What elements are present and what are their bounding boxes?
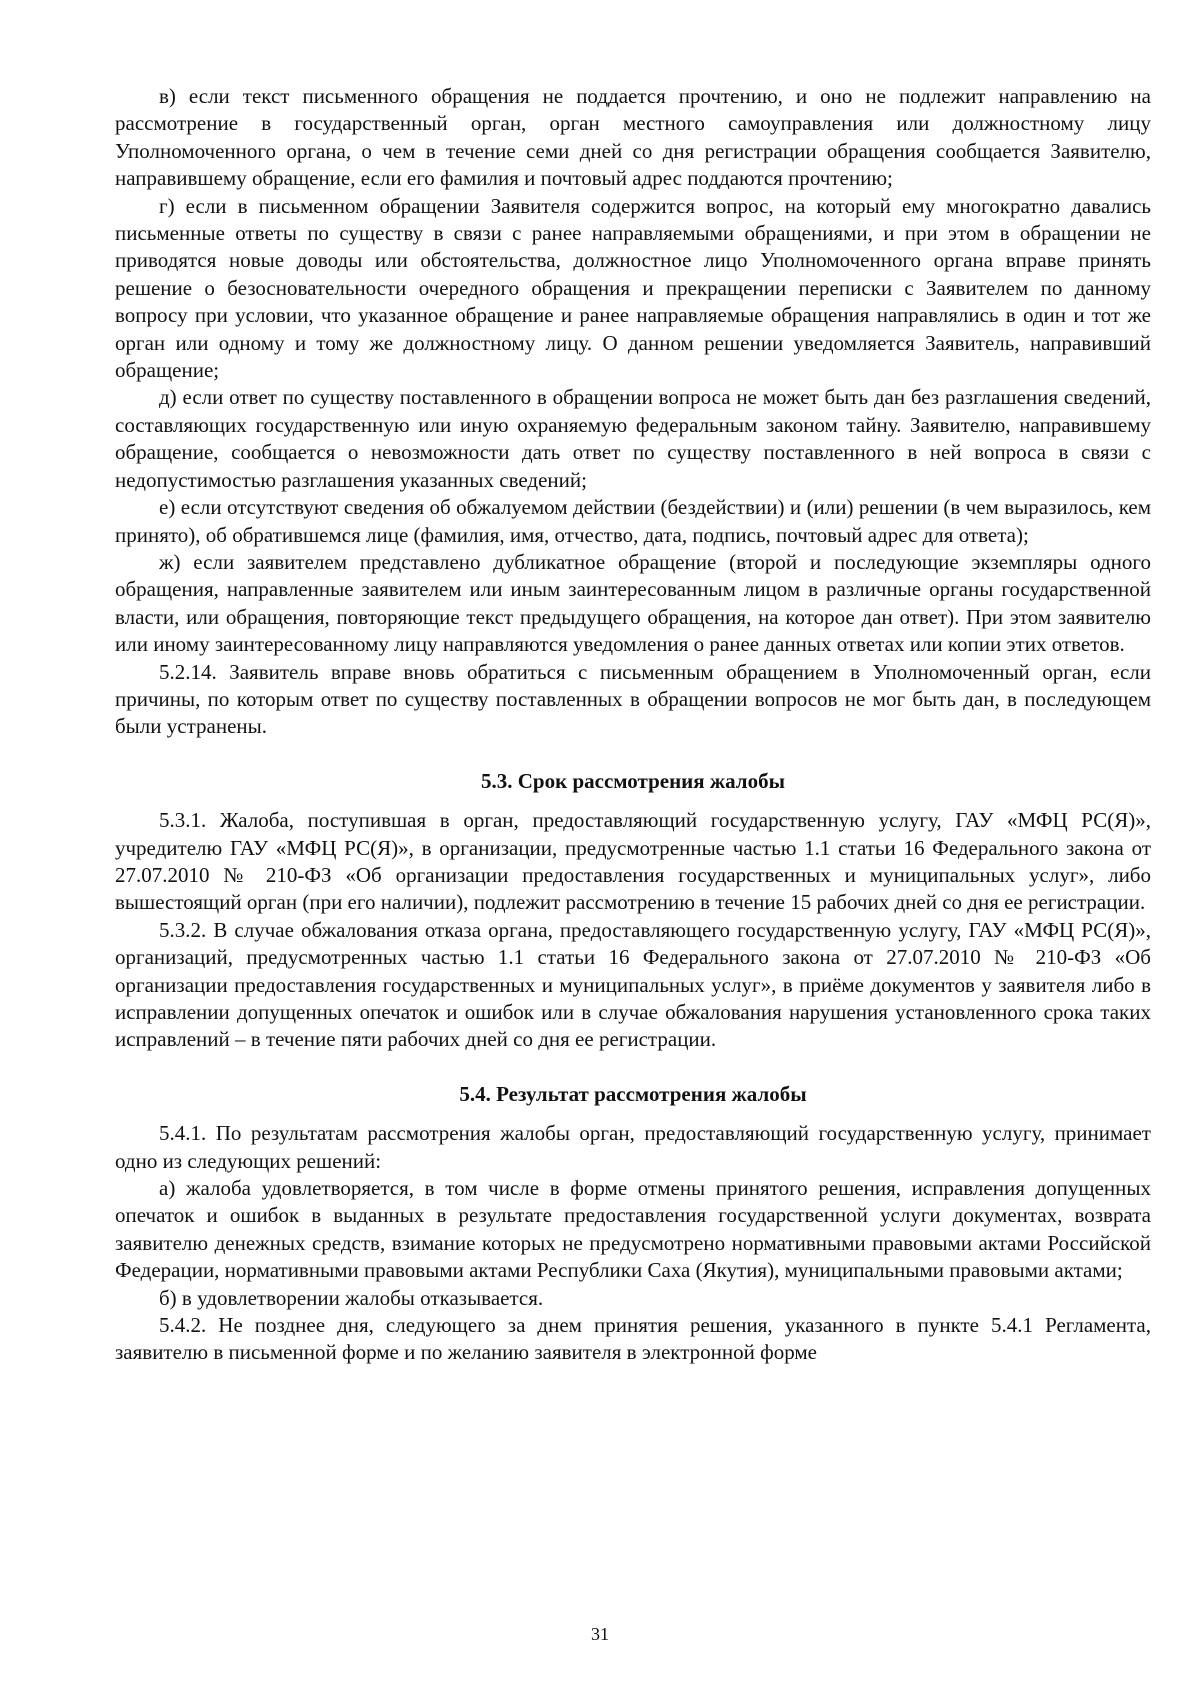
paragraph-e: е) если отсутствуют сведения об обжалуемом действии (бездействии) и (или) решении (в чем выразилось, кем принято), об обратившемся лице (фамилия, имя, отчество, дата, подпись, почтовый адрес для ответа); — [115, 495, 1151, 547]
paragraph-g: г) если в письменном обращении Заявителя содержится вопрос, на который ему многократно давались письменные ответы по существу в связи с ранее направляемыми обращениями, и при этом в обращении не приводятся новые доводы или обстоятельства, должностное лицо Уполномоченного органа вправе принять решение о безосновательности очередного обращения и прекращении переписки с Заявителем по данному вопросу при условии, что указанное обращение и ранее направляемые обращения направлялись в один и тот же орган или одному и тому же должностному лицу. О данном решении уведомляется Заявитель, направивший обращение; — [115, 193, 1151, 383]
section-heading-5-4: 5.4. Результат рассмотрения жалобы — [459, 1081, 807, 1106]
paragraph-5-4-2: 5.4.2. Не позднее дня, следующего за днем принятия решения, указанного в пункте 5.4.1 Регламента, заявителю в письменной форме и по желанию заявителя в электронной форме — [115, 1313, 1151, 1365]
paragraph-d: д) если ответ по существу поставленного в обращении вопроса не может быть дан без разглашения сведений, составляющих государственную или иную охраняемую федеральным законом тайну. Заявителю, направившему обращение, сообщается о невозможности дать ответ по существу поставленного в ней вопроса в связи с недопустимостью разглашения указанных сведений; — [115, 385, 1151, 492]
paragraph-5-3-1: 5.3.1. Жалоба, поступившая в орган, предоставляющий государственную услугу, ГАУ «МФЦ РС(Я)», учредителю ГАУ «МФЦ РС(Я)», в организации, предусмотренные частью 1.1 статьи 16 Федерального закона от 27.07.2010 № 210-ФЗ «Об организации предоставления государственных и муниципальных услуг», либо вышестоящий орган (при его наличии), подлежит рассмотрению в течение 15 рабочих дней со дня ее регистрации. — [115, 808, 1151, 915]
paragraph-5-3-2: 5.3.2. В случае обжалования отказа органа, предоставляющего государственную услугу, ГАУ «МФЦ РС(Я)», организаций, предусмотренных частью 1.1 статьи 16 Федерального закона от 27.07.2010 № 210-ФЗ «Об организации предоставления государственных и муниципальных услуг», в приёме документов у заявителя либо в исправлении допущенных опечаток и ошибок или в случае обжалования нарушения установленного срока таких исправлений – в течение пяти рабочих дней со дня ее регистрации. — [115, 917, 1151, 1052]
paragraph-v: в) если текст письменного обращения не поддается прочтению, и оно не подлежит направлению на рассмотрение в государственный орган, орган местного самоуправления или должностному лицу Уполномоченного органа, о чем в течение семи дней со дня регистрации обращения сообщается Заявителю, направившему обращение, если его фамилия и почтовый адрес поддаются прочтению; — [115, 84, 1151, 191]
section-heading-5-3: 5.3. Срок рассмотрения жалобы — [481, 768, 785, 793]
page-number: 31 — [591, 1624, 609, 1644]
paragraph-5-4-1: 5.4.1. По результатам рассмотрения жалобы орган, предоставляющий государственную услугу, принимает одно из следующих решений: — [115, 1121, 1151, 1173]
paragraph-a: а) жалоба удовлетворяется, в том числе в форме отмены принятого решения, исправления допущенных опечаток и ошибок в выданных в результате предоставления государственной услуги документах, возврата заявителю денежных средств, взимание которых не предусмотрено нормативными правовыми актами Российской Федерации, нормативными правовыми актами Республики Саха (Якутия), муниципальными правовыми актами; — [115, 1176, 1151, 1283]
document-body — [115, 83, 1151, 1367]
paragraph-zh: ж) если заявителем представлено дубликатное обращение (второй и последующие экземпляры одного обращения, направленные заявителем или иным заинтересованным лицом в различные органы государственной власти, или обращения, повторяющие текст предыдущего обращения, на которое дан ответ). При этом заявителю или иному заинтересованному лицу направляются уведомления о ранее данных ответах или копии этих ответов. — [115, 549, 1151, 657]
paragraph-b: б) в удовлетворении жалобы отказывается. — [159, 1285, 544, 1310]
paragraph-5-2-14: 5.2.14. Заявитель вправе вновь обратиться с письменным обращением в Уполномоченный орган, если причины, по которым ответ по существу поставленных в обращении вопросов не мог быть дан, в последующем были устранены. — [115, 659, 1151, 739]
